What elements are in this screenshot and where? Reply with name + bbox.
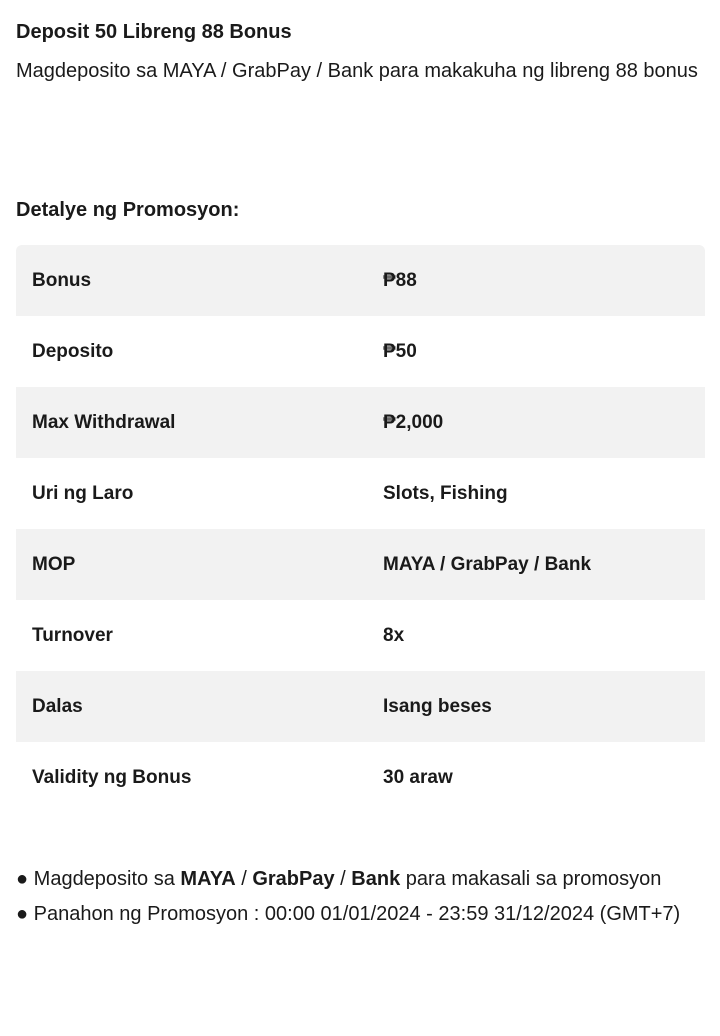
details-heading: Detalye ng Promosyon: [16,199,240,221]
row-label: Deposito [16,316,368,387]
separator: / [340,868,346,890]
row-label: Max Withdrawal [16,387,368,458]
promo-title: Deposit 50 Libreng 88 Bonus [16,21,292,43]
row-value: 8x [368,600,705,671]
row-value: ₱88 [368,245,705,316]
row-value: Isang beses [368,671,705,742]
bullet-icon: ● [16,903,29,925]
table-row-dalas [16,671,705,742]
table-row-validity [16,742,705,813]
table-row-mop [16,529,705,600]
row-label: MOP [16,529,368,600]
promo-notes [16,862,705,932]
table-row-deposito [16,316,705,387]
bank-method: Bank [351,868,401,890]
bullet-icon: ● [16,868,29,890]
promo-description: Magdeposito sa MAYA / GrabPay / Bank para makakuha ng libreng 88 bonus [16,60,698,82]
row-value: Slots, Fishing [368,458,705,529]
row-label: Turnover [16,600,368,671]
row-value: ₱2,000 [368,387,705,458]
note-suffix: para makasali sa promosyon [405,868,662,890]
table-row-bonus [16,245,705,316]
promo-period-text: Panahon ng Promosyon : 00:00 01/01/2024 - 23:59 31/12/2024 (GMT+7) [33,903,681,925]
separator: / [241,868,247,890]
table-row-uri-ng-laro [16,458,705,529]
note-deposit-methods [16,862,705,897]
table-row-turnover [16,600,705,671]
note-prefix: Magdeposito sa [33,868,175,890]
table-row-max-withdrawal [16,387,705,458]
promo-details-table [16,245,705,813]
row-value: ₱50 [368,316,705,387]
row-label: Dalas [16,671,368,742]
grabpay-method: GrabPay [252,868,335,890]
maya-method: MAYA [180,868,236,890]
row-label: Bonus [16,245,368,316]
row-label: Uri ng Laro [16,458,368,529]
row-value: MAYA / GrabPay / Bank [368,529,705,600]
row-label: Validity ng Bonus [16,742,368,813]
row-value: 30 araw [368,742,705,813]
note-promo-period [16,897,705,932]
